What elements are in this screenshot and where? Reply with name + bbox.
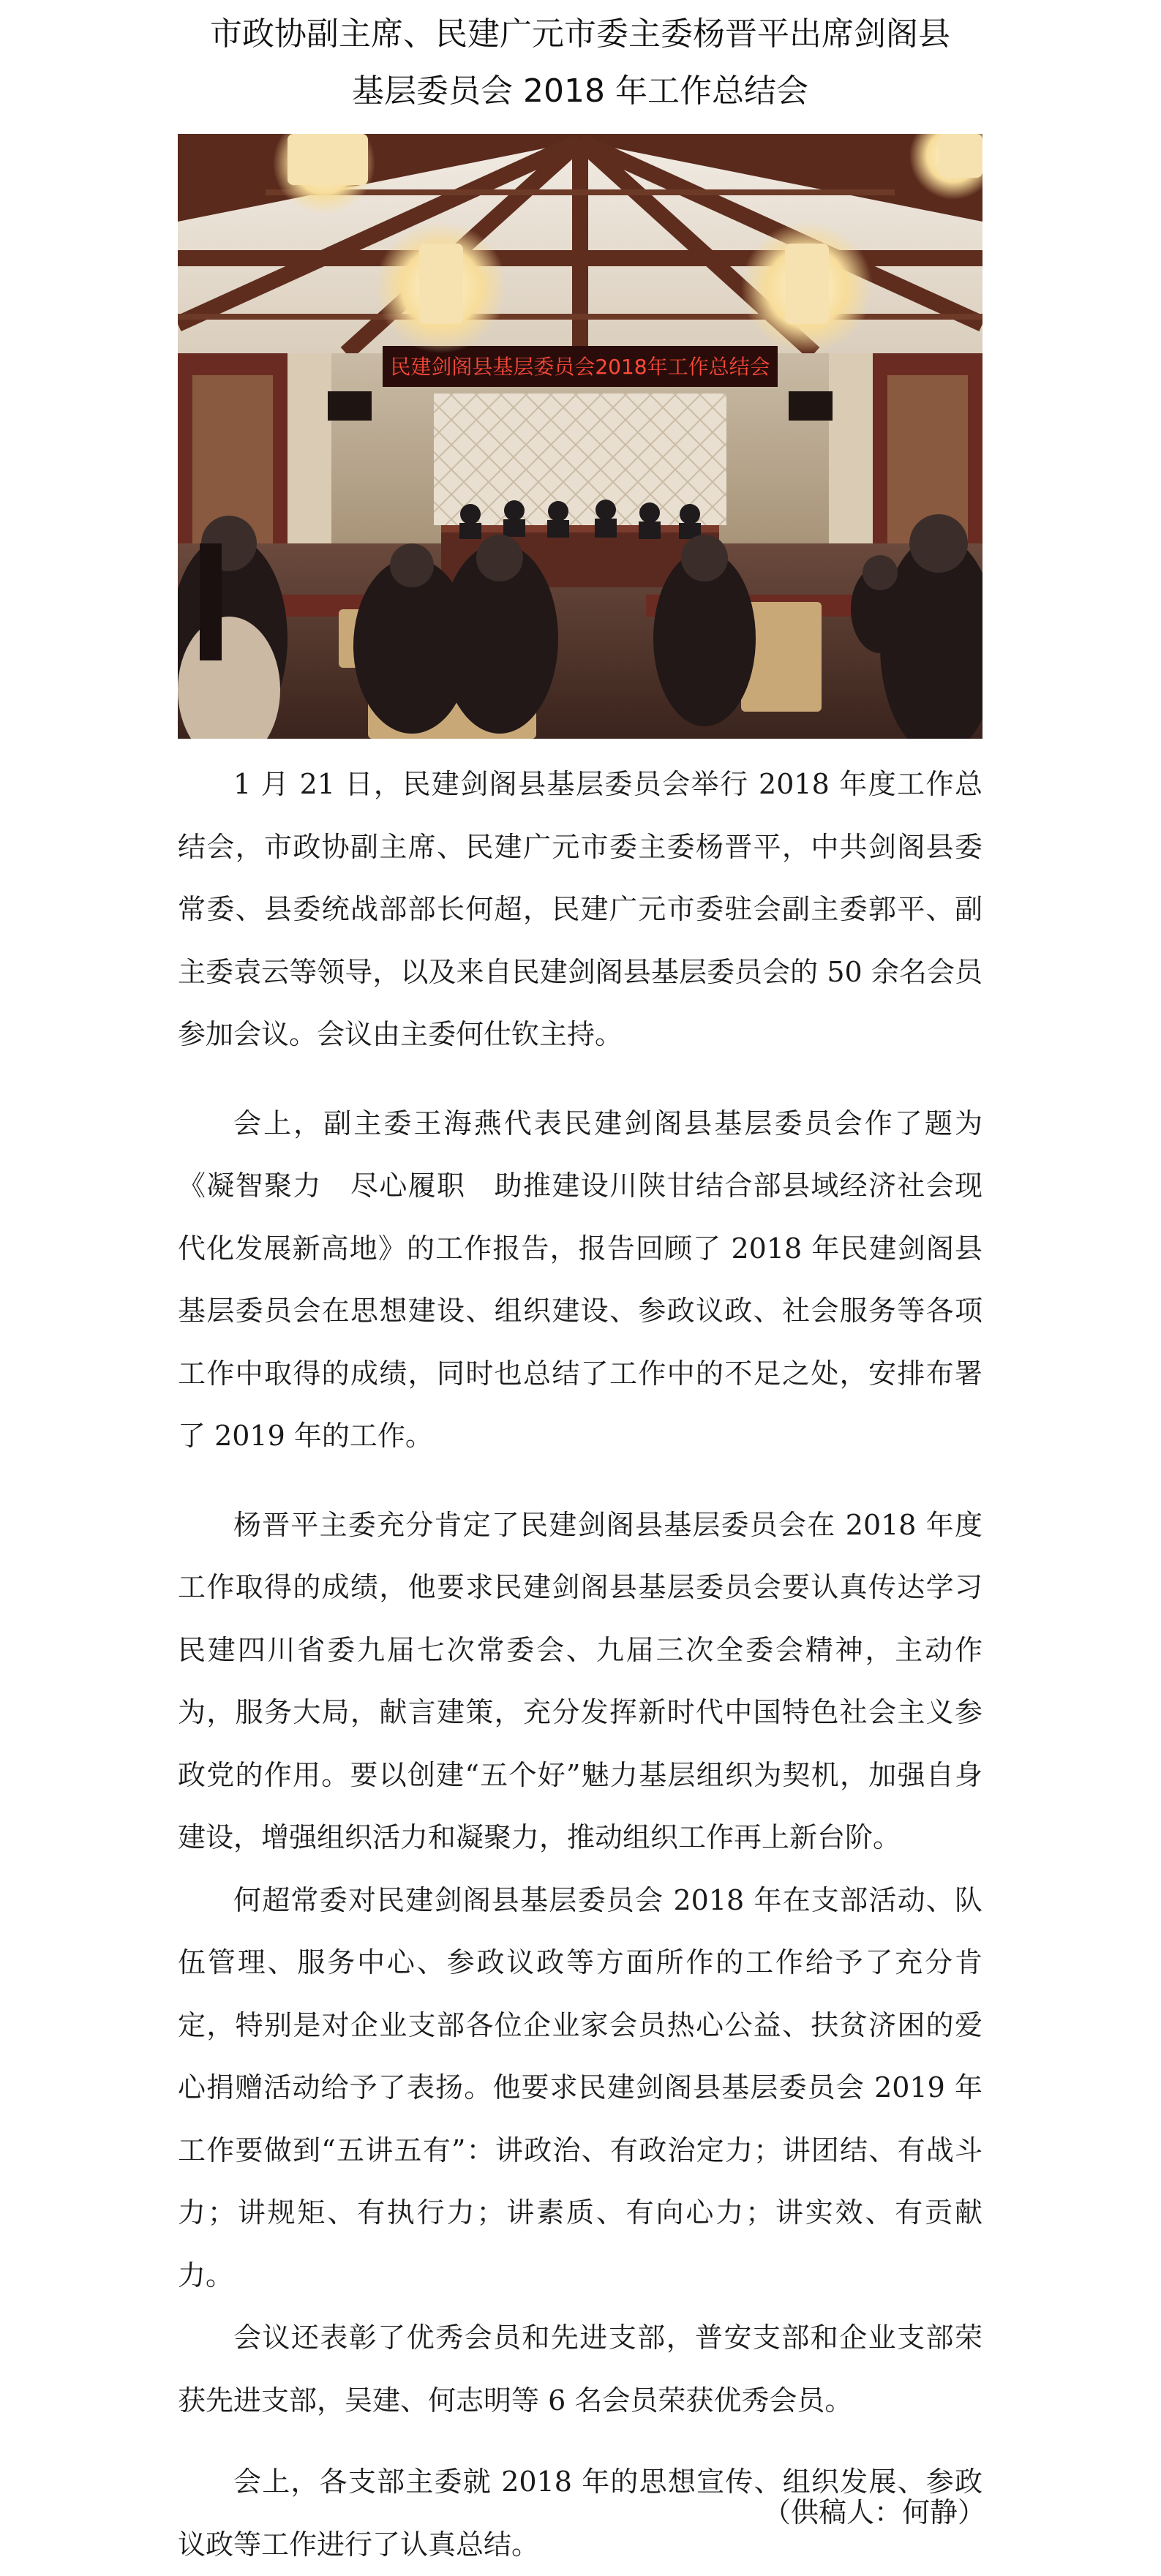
paragraph-4: 何超常委对民建剑阁县基层委员会 2018 年在支部活动、队伍管理、服务中心、参政议政等方面所作的工作给予了充分肯定，特别是对企业支部各位企业家会员热心公益、扶贫济困的爱心捐赠活动给予了表扬。他要求民建剑阁县基层委员会 2019 年工作要做到“五讲五有”：讲政治、有政治定力；讲团结、有战斗力；讲规矩、有执行力；讲素质、有向心力；讲实效、有贡献力。: [178, 1883, 982, 2291]
article-body: [178, 753, 982, 2576]
paragraph-3: 杨晋平主委充分肯定了民建剑阁县基层委员会在 2018 年度工作取得的成绩，他要求民建剑阁县基层委员会要认真传达学习民建四川省委九届七次常委会、九届三次全委会精神，主动作为，服务大局，献言建策，充分发挥新时代中国特色社会主义参政党的作用。要以创建“五个好”魅力基层组织为契机，加强自身建设，增强组织活力和凝聚力，推动组织工作再上新台阶。: [178, 1508, 982, 1853]
banner-text: 民建剑阁县基层委员会2018年工作总结会: [390, 355, 770, 379]
contributor-signature: （供稿人：何静）: [762, 2496, 985, 2528]
meeting-photo: [178, 134, 982, 739]
paragraph-5: 会议还表彰了优秀会员和先进支部，普安支部和企业支部荣获先进支部，吴建、何志明等 6 名会员荣获优秀会员。: [178, 2321, 982, 2417]
article-title-line-2: 基层委员会 2018 年工作总结会: [352, 72, 808, 110]
meeting-photo-illustration: [178, 134, 982, 739]
paragraph-2: 会上，副主委王海燕代表民建剑阁县基层委员会作了题为《凝智聚力 尽心履职 助推建设川陕甘结合部县域经济社会现代化发展新高地》的工作报告，报告回顾了 2018 年民建剑阁县基层委员会在思想建设、组织建设、参政议政、社会服务等各项工作中取得的成绩，同时也总结了工作中的不足之处，安排布署了 2019 年的工作。: [178, 1107, 982, 1452]
paragraph-1: 1 月 21 日，民建剑阁县基层委员会举行 2018 年度工作总结会，市政协副主席、民建广元市委主委杨晋平，中共剑阁县委常委、县委统战部部长何超，民建广元市委驻会副主委郭平、副主委袁云等领导，以及来自民建剑阁县基层委员会的 50 余名会员参加会议。会议由主委何仕钦主持。: [178, 768, 982, 1050]
article-title: [178, 6, 982, 120]
article-title-line-1: 市政协副主席、民建广元市委主委杨晋平出席剑阁县: [210, 15, 950, 53]
paragraph-6: 会上，各支部主委就 2018 年的思想宣传、组织发展、参政议政等工作进行了认真总结。: [178, 2466, 982, 2561]
